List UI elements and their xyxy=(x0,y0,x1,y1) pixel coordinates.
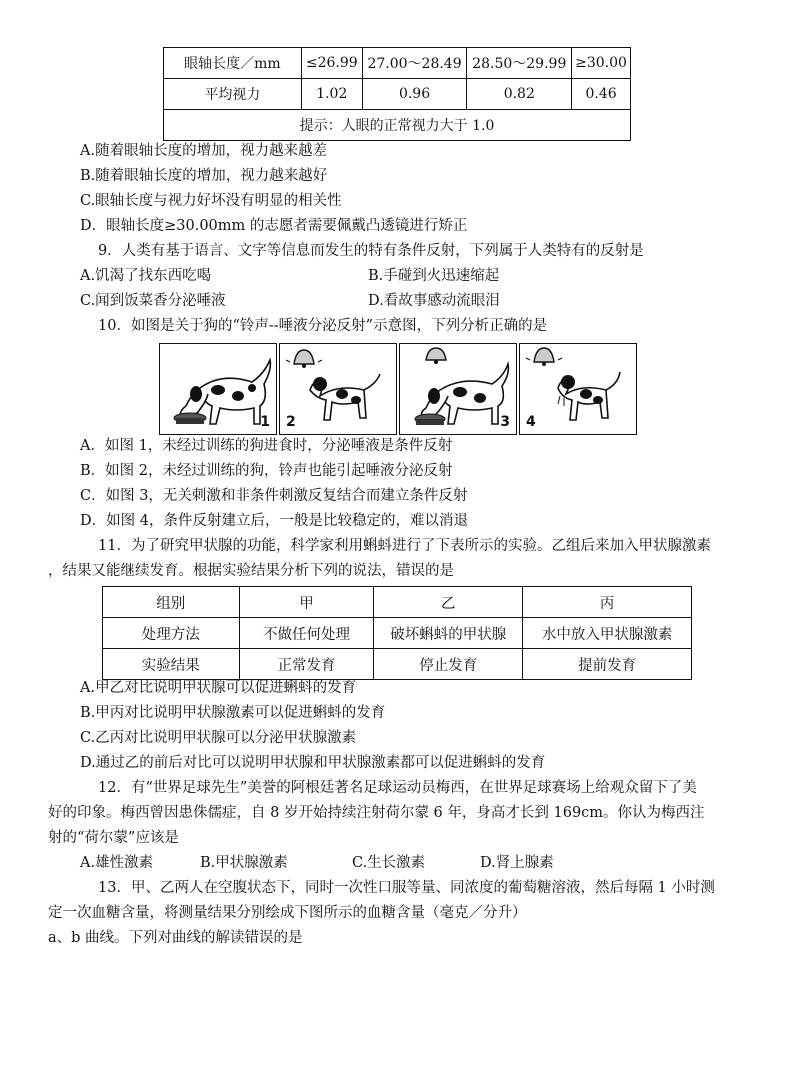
table-row xyxy=(164,48,631,79)
q12-stem-line3: 射的“荷尔蒙”应该是 xyxy=(48,830,179,846)
table-cell: 乙 xyxy=(374,587,523,618)
table-cell: 平均视力 xyxy=(164,79,302,110)
q9-option-c: C.闻到饭菜香分泌唾液 xyxy=(80,293,226,309)
figure-panel-1 xyxy=(159,343,277,435)
table-row xyxy=(103,587,692,618)
figure-panel-2 xyxy=(279,343,397,435)
q12-stem-line1: 12．有“世界足球先生”美誉的阿根廷著名足球运动员梅西，在世界足球赛场上给观众留下了美 xyxy=(98,780,697,796)
panel-number: 4 xyxy=(526,414,536,430)
table-cell: ≤26.99 xyxy=(301,48,362,79)
q9-stem: 9．人类有基于语言、文字等信息而发生的特有条件反射，下列属于人类特有的反射是 xyxy=(98,243,644,259)
table-cell: 正常发育 xyxy=(239,649,374,680)
table-cell: 0.46 xyxy=(572,79,631,110)
table-cell: 组别 xyxy=(103,587,240,618)
panel-number: 1 xyxy=(260,414,270,430)
q10-stem: 10．如图是关于狗的“铃声--唾液分泌反射”示意图，下列分析正确的是 xyxy=(98,318,548,334)
table-note: 提示：人眼的正常视力大于 1.0 xyxy=(164,110,631,141)
q12-option-a: A.雄性激素 xyxy=(80,855,154,871)
table-cell: ≥30.00 xyxy=(572,48,631,79)
q12-option-d: D.肾上腺素 xyxy=(480,855,554,871)
q12-stem-line2: 好的印象。梅西曾因患侏儒症，自 8 岁开始持续注射荷尔蒙 6 年，身高才长到 169cm。你认为梅西注 xyxy=(48,805,705,821)
table-row xyxy=(103,649,692,680)
q10-option-a: A．如图 1，未经过训练的狗进食时，分泌唾液是条件反射 xyxy=(80,438,453,454)
q13-stem-line3: a、b 曲线。下列对曲线的解读错误的是 xyxy=(48,930,303,946)
table-cell: 眼轴长度／mm xyxy=(164,48,302,79)
bell-dog-icon xyxy=(280,344,396,434)
panel-number: 2 xyxy=(286,414,296,430)
q10-option-c: C．如图 3，无关刺激和非条件刺激反复结合而建立条件反射 xyxy=(80,488,468,504)
table-cell: 实验结果 xyxy=(103,649,240,680)
q11-stem-line1: 11．为了研究甲状腺的功能，科学家利用蝌蚪进行了下表所示的实验。乙组后来加入甲状腺激素 xyxy=(98,538,711,554)
q11-stem-line2: ，结果又能继续发育。根据实验结果分析下列的说法，错误的是 xyxy=(48,563,454,579)
q8-option-a: A.随着眼轴长度的增加，视力越来越差 xyxy=(80,143,328,159)
table-cell: 0.82 xyxy=(467,79,572,110)
dog-reflex-figure xyxy=(159,343,635,435)
table-row xyxy=(164,110,631,141)
q10-option-d: D．如图 4，条件反射建立后，一般是比较稳定的，难以消退 xyxy=(80,513,468,529)
eye-axis-table xyxy=(163,47,631,141)
table-cell: 28.50～29.99 xyxy=(467,48,572,79)
q13-stem-line2: 定一次血糖含量，将测量结果分别绘成下图所示的血糖含量（毫克／分升） xyxy=(48,905,527,921)
figure-panel-4 xyxy=(519,343,637,435)
table-row xyxy=(103,618,692,649)
q9-option-d: D.看故事感动流眼泪 xyxy=(368,293,500,309)
table-cell: 破坏蝌蚪的甲状腺 xyxy=(374,618,523,649)
q12-option-c: C.生长激素 xyxy=(352,855,426,871)
table-cell: 27.00～28.49 xyxy=(362,48,467,79)
bell-dog-saliva-icon xyxy=(520,344,636,434)
dog-eating-icon xyxy=(160,344,276,434)
table-cell: 提前发育 xyxy=(523,649,692,680)
tadpole-experiment-table xyxy=(102,586,692,680)
q8-option-c: C.眼轴长度与视力好坏没有明显的相关性 xyxy=(80,193,342,209)
table-cell: 处理方法 xyxy=(103,618,240,649)
q9-option-a: A.饥渴了找东西吃喝 xyxy=(80,268,212,284)
table-cell: 1.02 xyxy=(301,79,362,110)
q13-stem-line1: 13．甲、乙两人在空腹状态下，同时一次性口服等量、同浓度的葡萄糖溶液，然后每隔 1 小时测 xyxy=(98,880,715,896)
q8-option-b: B.随着眼轴长度的增加，视力越来越好 xyxy=(80,168,328,184)
table-cell: 水中放入甲状腺激素 xyxy=(523,618,692,649)
figure-panel-3 xyxy=(399,343,517,435)
q11-option-d: D.通过乙的前后对比可以说明甲状腺和甲状腺激素都可以促进蝌蚪的发育 xyxy=(80,755,546,771)
table-cell: 0.96 xyxy=(362,79,467,110)
q12-option-b: B.甲状腺激素 xyxy=(200,855,288,871)
panel-number: 3 xyxy=(500,414,510,430)
table-cell: 甲 xyxy=(239,587,374,618)
table-cell: 停止发育 xyxy=(374,649,523,680)
q11-option-c: C.乙丙对比说明甲状腺可以分泌甲状腺激素 xyxy=(80,730,357,746)
table-cell: 不做任何处理 xyxy=(239,618,374,649)
table-cell: 丙 xyxy=(523,587,692,618)
q11-option-a: A.甲乙对比说明甲状腺可以促进蝌蚪的发育 xyxy=(80,680,357,696)
q9-option-b: B.手碰到火迅速缩起 xyxy=(368,268,500,284)
table-row xyxy=(164,79,631,110)
q10-option-b: B．如图 2，未经过训练的狗，铃声也能引起唾液分泌反射 xyxy=(80,463,453,479)
q11-option-b: B.甲丙对比说明甲状腺激素可以促进蝌蚪的发育 xyxy=(80,705,386,721)
q8-option-d: D．眼轴长度≥30.00mm 的志愿者需要佩戴凸透镜进行矫正 xyxy=(80,218,468,234)
bell-dog-eating-icon xyxy=(400,344,516,434)
